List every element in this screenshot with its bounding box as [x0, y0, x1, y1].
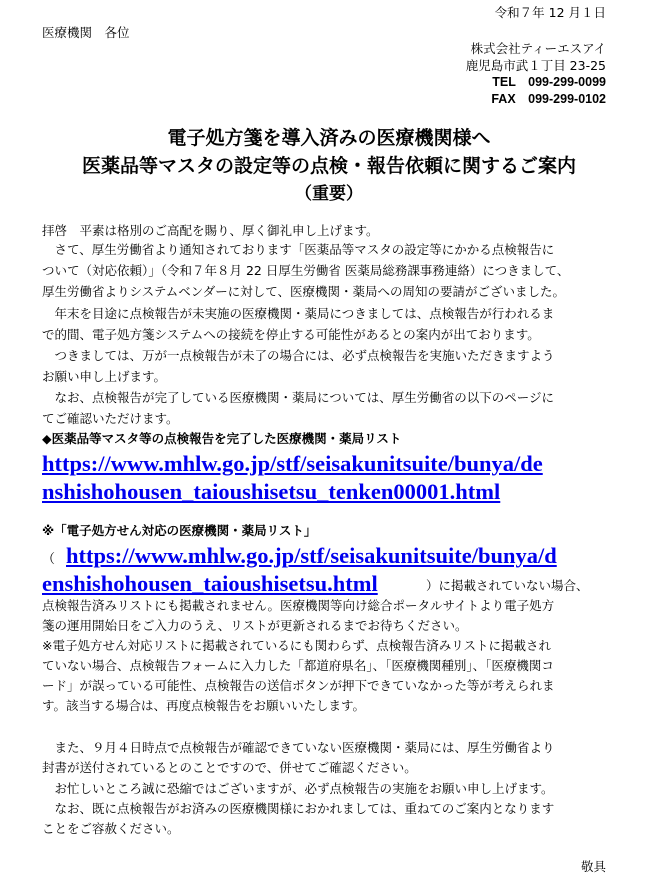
- greeting: 拝啓 平素は格別のご高配を賜り、厚く御礼申し上げます。: [42, 223, 379, 238]
- para-6-line-2: 封書が送付されているとのことですので、併せてご確認ください。: [42, 760, 417, 775]
- company-fax: FAX 099-299-0102: [491, 92, 606, 106]
- company-name: 株式会社ティーエスアイ: [470, 41, 606, 56]
- closing-keigu: 敬具: [580, 859, 606, 874]
- company-tel: TEL 099-299-0099: [492, 75, 606, 89]
- note-2-line-4: す。該当する場合は、再度点検報告をお願いいたします。: [42, 698, 366, 713]
- para-8-line-1: なお、既に点検報告がお済みの医療機関様におかれましては、重ねてのご案内となります: [42, 801, 555, 816]
- para-2-line-1: さて、厚生労働省より通知されております「医薬品等マスタの設定等にかかる点検報告に: [42, 242, 555, 257]
- document-date: 令和７年 12 月１日: [494, 5, 606, 20]
- completed-list-link-line-1[interactable]: https://www.mhlw.go.jp/stf/seisakunitsuite/bunya/de: [42, 451, 543, 476]
- para-4-line-1: つきましては、万が一点検報告が未了の場合には、必ず点検報告を実施いただきますよう: [42, 348, 555, 363]
- note-1-line-2: 点検報告済みリストにも掲載されません。医療機関等向け総合ポータルサイトより電子処方: [42, 598, 555, 613]
- document-title: [0, 124, 658, 208]
- sender-block: [466, 40, 606, 108]
- para-2-line-3: 厚生労働省よりシステムベンダーに対して、医療機関・薬局への周知の要請がございました。: [42, 284, 566, 299]
- note-2-line-1: ※電子処方せん対応リストに掲載されているにも関わらず、点検報告済みリストに掲載され: [42, 638, 551, 653]
- title-line-1: 電子処方箋を導入済みの医療機関様へ: [167, 127, 491, 149]
- title-line-2: 医薬品等マスタの設定等の点検・報告依頼に関するご案内: [81, 155, 576, 177]
- completed-list-link-line-2[interactable]: nshishohousen_taioushisetsu_tenken00001.html: [42, 479, 501, 504]
- paren-open: （: [42, 552, 56, 567]
- company-address: 鹿児島市武１丁目 23-25: [465, 58, 606, 73]
- note-1-line-3: 箋の運用開始日をご入力のうえ、リストが更新されるまでお待ちください。: [42, 618, 468, 633]
- list-heading: ◆医薬品等マスタ等の点検報告を完了した医療機関・薬局リスト: [42, 431, 402, 446]
- para-6-line-1: また、９月４日時点で点検報告が確認できていない医療機関・薬局には、厚生労働省より: [42, 740, 555, 755]
- note-heading: ※「電子処方せん対応の医療機関・薬局リスト」: [42, 523, 317, 538]
- para-5-line-2: てご確認いただけます。: [42, 411, 179, 426]
- para-8-line-2: ことをご容赦ください。: [42, 821, 180, 836]
- para-4-line-2: お願い申し上げます。: [42, 369, 167, 384]
- para-3-line-2: で的間、電子処方箋システムへの接続を停止する可能性があるとの案内が出ております。: [42, 327, 540, 342]
- note-2-line-3: ード」が誤っている可能性、点検報告の送信ボタンが押下できていなかった等が考えられま: [42, 678, 555, 693]
- eprescription-list-link-line-1[interactable]: https://www.mhlw.go.jp/stf/seisakunitsuite/bunya/d: [66, 543, 557, 568]
- title-line-3: （重要）: [295, 184, 363, 204]
- note-2-line-2: ていない場合、点検報告フォームに入力した「都道府県名」、「医療機関種別」、「医療機関コ: [42, 658, 554, 673]
- para-7: お忙しいところ誠に恐縮ではございますが、必ず点検報告の実施をお願い申し上げます。: [42, 781, 554, 796]
- eprescription-list-link-line-2[interactable]: enshishohousen_taioushisetsu.html: [42, 571, 378, 596]
- para-3-line-1: 年末を目途に点検報告が未実施の医療機関・薬局につきましては、点検報告が行われるま: [42, 306, 555, 321]
- para-5-line-1: なお、点検報告が完了している医療機関・薬局については、厚生労働省の以下のページに: [42, 390, 555, 405]
- para-2-line-2: ついて（対応依頼）」（令和７年８月 22 日厚生労働省 医薬局総務課事務連絡）につきまして、: [42, 263, 570, 278]
- addressee: 医療機関 各位: [42, 25, 130, 40]
- note-1-line-1-tail: ）に掲載されていない場合、: [426, 578, 589, 593]
